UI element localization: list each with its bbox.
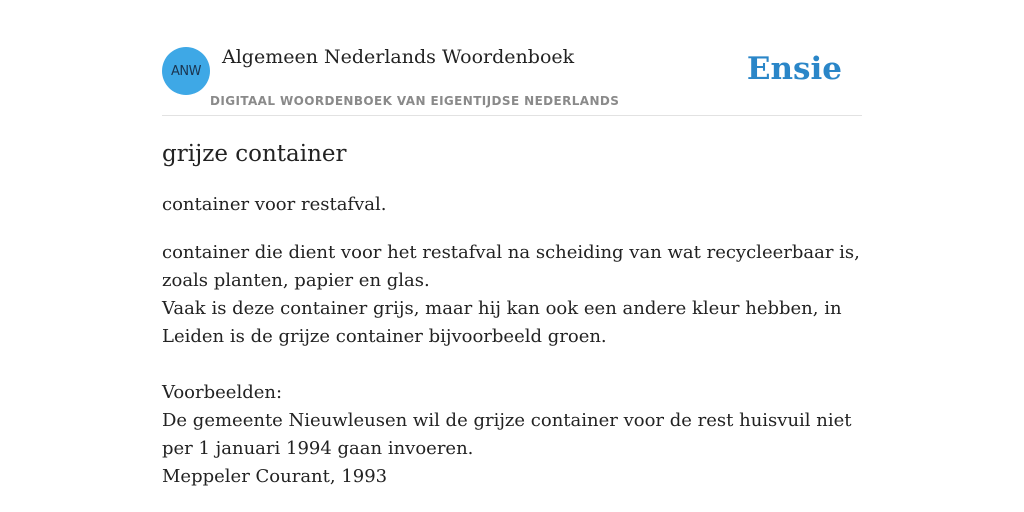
definition: container voor restafval. [162,194,387,215]
example-source: Meppeler Courant, 1993 [162,466,388,487]
examples-label: Voorbeelden: [162,382,283,403]
page-content [162,0,862,487]
entry-body [162,239,867,491]
site-header [162,0,862,116]
explanation-2: Vaak is deze container grijs, maar hij kan ook een andere kleur hebben, in Leiden is de grijze container bijvoorbeeld groen. [162,298,842,347]
headword: grijze container [162,141,347,167]
anw-logo[interactable] [162,47,210,95]
explanation-1: container die dient voor het restafval na scheiding van wat recycleerbaar is, zoals planten, papier en glas. [162,242,860,291]
spacer [162,351,867,379]
ensie-brand-link[interactable]: Ensie [746,51,842,87]
site-subtitle: DIGITAAL WOORDENBOEK VAN EIGENTIJDSE NEDERLANDS [210,94,620,108]
logo-text: ANW [171,63,201,79]
site-title[interactable]: Algemeen Nederlands Woordenboek [222,46,575,68]
example-text: De gemeente Nieuwleusen wil de grijze container voor de rest huisvuil niet per 1 januari 1994 gaan invoeren. [162,410,852,459]
